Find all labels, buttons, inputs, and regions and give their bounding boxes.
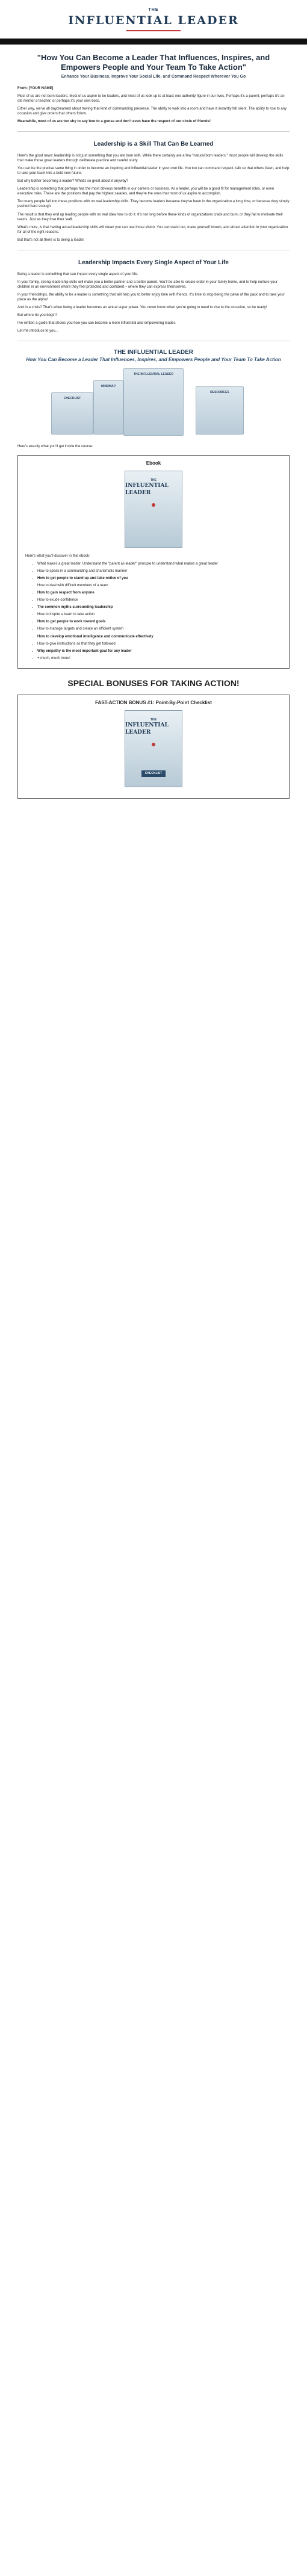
body-paragraph: And in a crisis? That's when being a leader becomes an actual super power. You never know when you're going to need to rise to the occasion, so be ready! [17, 305, 267, 309]
bonus1-box [17, 695, 290, 799]
body-paragraph: The result is that they end up leading people with no real idea how to do it. It's not long before these kinds of organizations crack and burn, or they fail to motivate their teams. Just as they lose their staff. [17, 212, 284, 221]
site-header [0, 0, 307, 39]
section-title-learned: Leadership is a Skill That Can Be Learned [93, 141, 214, 148]
divider [17, 131, 290, 132]
body-paragraph: But why bother becoming a leader? What's so great about it anyway? [17, 179, 129, 184]
list-item: • How to get people to work toward goals [37, 619, 282, 624]
intro-paragraph: Meanwhile, most of us are too shy to say boo to a goose and don't even have the respect of our circle of friends! [17, 120, 211, 124]
list-item: • What makes a great leader. Understand the "parent as leader" principle to understand what makes a great leader [37, 562, 282, 566]
list-item: • The common myths surrounding leadership [37, 605, 282, 610]
logo-underline [126, 30, 181, 31]
section-title-impacts: Leadership Impacts Every Single Aspect of Your Life [78, 259, 229, 266]
list-item: • How to manage targets and create an efficient system [37, 627, 282, 631]
logo-the: THE [148, 8, 159, 13]
body-paragraph: Here's the good news: leadership is not just something that you are born with. While there certainly are a few "natural born leaders," most people will develop the skills that make those great leaders through deliberate practice and careful study. [17, 153, 284, 163]
ebook-cover-image [125, 471, 182, 548]
product-bundle-image [51, 368, 256, 439]
red-pin-icon [152, 503, 155, 507]
list-item: • How to inspire a team to take action [37, 612, 282, 617]
bundle-book-right: RESOURCES [196, 386, 244, 435]
list-item: • How to give instructions so that they get followed [37, 642, 282, 646]
body-paragraph: I've written a guide that shows you how you can become a more influential and empowering leader. [17, 321, 176, 326]
body-paragraph: Too many people fall into these positions with no real leadership skills. They become leaders because they've been in the organization a long time, or because they simply pushed hard enough. [17, 200, 290, 209]
subheadline: Enhance Your Business, Improve Your Social Life, and Command Respect Wherever You Go [61, 75, 246, 79]
body-paragraph: In your family, strong leadership skills will make you a better partner and a better parent. You'll be able to create order in your family home, and to help nurture your children in an environment where they feel protected and confident – where they can express themselves. [17, 280, 278, 289]
body-paragraph: Leadership is something that perhaps has the most obvious benefits in our careers or business. As a leader, you will be a good fit for management roles, or even executive roles. These are the positions that pay the highest salaries, and they're the ones that most of us aspire to accomplish. [17, 187, 274, 196]
product-subtitle: How You Can Become a Leader That Influences, Inspires, and Empowers People and Your Team To Take Action [26, 356, 281, 362]
bonus1-cover-image [125, 710, 182, 787]
bonuses-heading: SPECIAL BONUSES FOR TAKING ACTION! [67, 678, 240, 688]
red-pin-icon [152, 743, 155, 746]
list-item: • How to deal with difficult members of a team [37, 583, 282, 588]
from-line: From: [YOUR NAME] [17, 86, 54, 90]
body-paragraph: But where do you begin? [17, 314, 58, 318]
list-item: • How to speak in a commanding and charismatic manner [37, 569, 282, 574]
list-item: • How to develop emotional intelligence and communicate effectively [37, 634, 282, 639]
bundle-book-center: THE INFLUENTIAL LEADER [123, 368, 184, 436]
bonus1-title: FAST-ACTION BONUS #1: Point-By-Point Checklist [95, 699, 212, 705]
ebook-title: Ebook [146, 460, 161, 466]
product-title: THE INFLUENTIAL LEADER [113, 349, 194, 356]
bundle-book-mid-left: MINDMAP [93, 380, 123, 435]
list-item: • + much, much more! [37, 656, 282, 661]
body-paragraph: Being a leader is something that can impact every single aspect of your life. [17, 272, 138, 276]
list-item: • How to get people to stand up and take notice of you [37, 576, 282, 581]
bundle-book-left: CHECKLIST [51, 392, 93, 435]
bonus1-cover-title: INFLUENTIAL LEADER [125, 722, 169, 736]
intro-paragraph: Most of us are not born leaders. Most of us aspire to be leaders, and most of us look up to at least one authority figure in our lives. Perhaps it's a parent; perhaps it's an old mentor a teacher, or perhaps it's your own boss. [17, 94, 285, 103]
ebook-feature-list [37, 562, 282, 661]
bonus1-cover-the: THE [150, 717, 157, 722]
body-paragraph: What's more, is that having actual leadership skills will mean you can use those vision. You can stand out, make yourself known, and attract attention in your organization for all of the right reasons. [17, 225, 288, 234]
logo-main: INFLUENTIAL LEADER [68, 13, 239, 27]
header-banner [0, 39, 307, 45]
ebook-intro: Here's what you'll discover in this ebook: [25, 554, 90, 558]
checklist-tag: CHECKLIST [141, 770, 166, 777]
ebook-cover-the: THE [150, 478, 157, 482]
ebook-cover-title: INFLUENTIAL LEADER [125, 483, 169, 497]
list-item: • How to gain respect from anyone [37, 590, 282, 595]
body-paragraph: Let me introduce to you... [17, 329, 58, 333]
body-paragraph: You can be the precise same thing in order to become an inspiring and influential leader in your own life. You too can command respect, talk so that others listen, and help to take your team into a bold new future. [17, 166, 290, 175]
body-paragraph: But that's not all there is to being a leader. [17, 238, 85, 242]
list-item: • How to exude confidence [37, 598, 282, 602]
headline: "How You Can Become a Leader That Influences, Inspires, and Empowers People and Your Team To Take Action" [37, 53, 270, 72]
intro-paragraph: Either way, we've all daydreamed about having that kind of commanding presence. The ability to walk into a room and have it instantly fall silent. The ability to rise to any occasion and give orders that others follow. [17, 107, 287, 116]
list-item: • Why empathy is the most important goal for any leader [37, 649, 282, 654]
sales-page [17, 53, 290, 799]
body-paragraph: In your friendships, the ability to be a leader is something that will help you to better enjoy time with friends. It's time to stop being the pawn of the pack and to take your place as the alpha! [17, 293, 285, 302]
inside-text: Here's exactly what you'll get inside the course: [17, 444, 93, 448]
ebook-box [17, 455, 290, 669]
